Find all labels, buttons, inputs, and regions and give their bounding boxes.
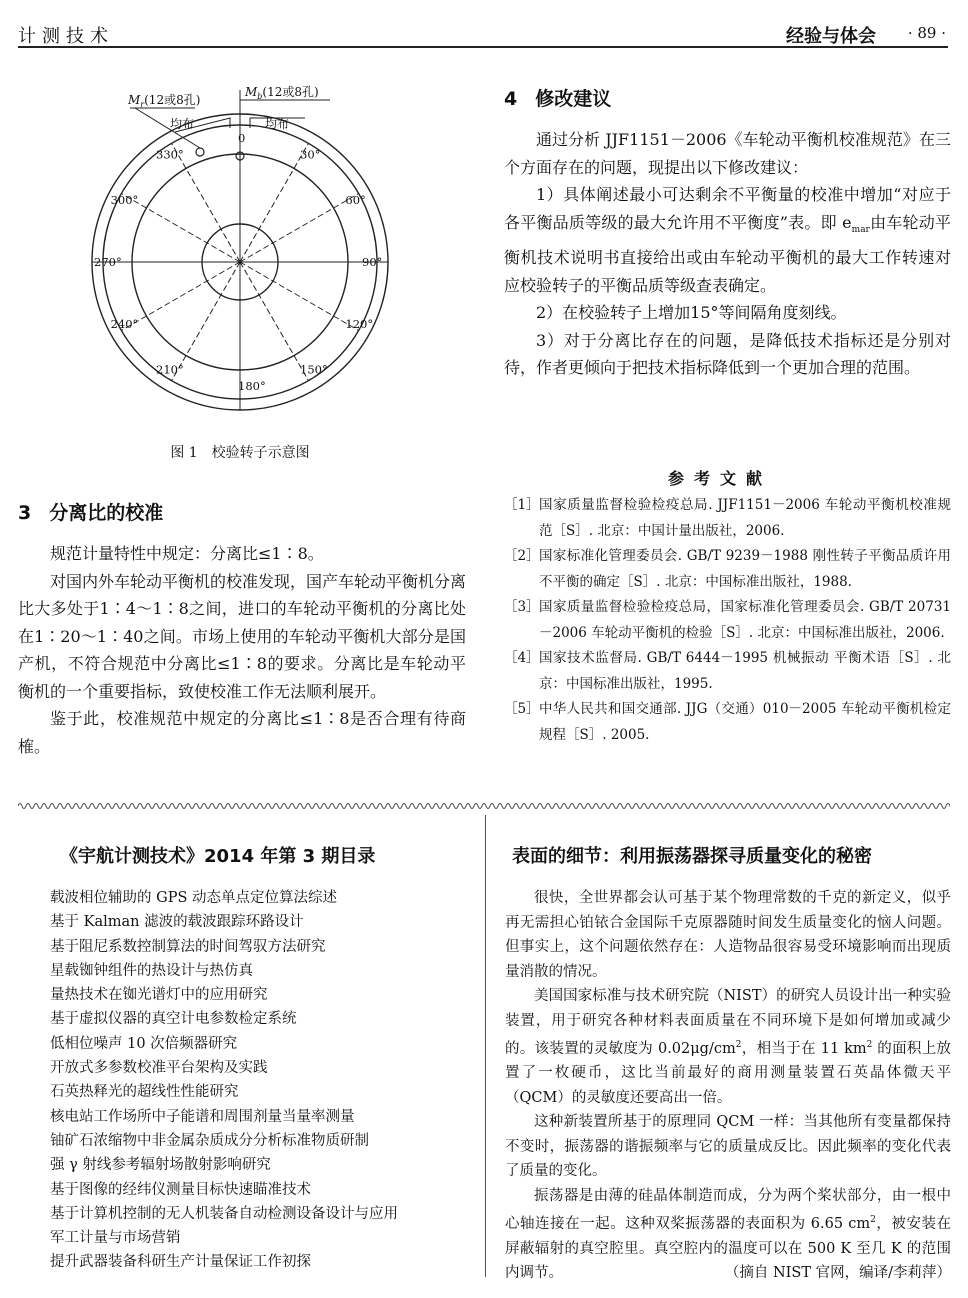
toc-item: 星载铷钟组件的热设计与热仿真: [50, 962, 253, 979]
toc-item: 强 γ 射线参考辐射场散射影响研究: [50, 1157, 271, 1174]
section4-body: [504, 126, 951, 382]
toc-item: 量热技术在铷光谱灯中的应用研究: [50, 987, 268, 1004]
page-number: · 89 ·: [907, 24, 946, 42]
article-body: [505, 886, 951, 1286]
section4-title: 修改建议: [535, 88, 612, 110]
toc-list: [50, 886, 470, 1275]
reference-number: ［4］: [504, 650, 540, 666]
reference-text: 国家技术监督局. GB/T 6444－1995 机械振动 平衡术语［S］. 北京：中国标准出版社，1995.: [539, 650, 951, 692]
section3-p2: 对国内外车轮动平衡机的校准发现，国产车轮动平衡机分离比大多处于1∶4～1∶8之间，进口的车轮动平衡机的分离比处在1∶20～1∶40之间。市场上使用的车轮动平衡机大部分是国产机，不符合规范中分离比≤1∶8的要求。分离比是车轮动平衡机的一个重要指标，致使校准工作无法顺利展开。: [18, 571, 467, 701]
section4-p1: 通过分析 JJF1151－2006《车轮动平衡机校准规范》在三个方面存在的问题，现提出以下修改建议：: [504, 130, 951, 177]
angle-label: 120°: [345, 317, 374, 331]
toc-item: 基于计算机控制的无人机装备自动检测设备设计与应用: [50, 1205, 398, 1222]
reference-item: [504, 544, 951, 595]
angle-label: 300°: [110, 193, 139, 207]
angle-label: 240°: [110, 317, 139, 331]
angle-label: 0: [238, 131, 246, 145]
section4-heading: [504, 84, 611, 111]
article-p3: 这种新装置所基于的原理同 QCM 一样：当其他所有变量都保持不变时，振荡器的谐振频率与它的质量成反比。因此频率的变化代表了质量的变化。: [505, 1114, 951, 1180]
section3-heading: [18, 498, 163, 525]
reference-item: [504, 595, 951, 646]
label-uniform-left: 均布: [170, 117, 195, 131]
references-list: [504, 493, 951, 748]
toc-item: 开放式多参数校准平台架构及实践: [50, 1060, 268, 1077]
reference-number: ［2］: [504, 548, 540, 564]
label-mr: $M_r(12$或8孔): [128, 93, 201, 109]
angle-label: 150°: [300, 362, 328, 377]
toc-item: 基于阻尼系数控制算法的时间驾驭方法研究: [50, 938, 326, 955]
toc-item: 军工计量与市场营销: [50, 1230, 181, 1247]
article-source: （摘自 NIST 官网，编译/李莉萍）: [724, 1265, 951, 1282]
toc-item: 载波相位辅助的 GPS 动态单点定位算法综述: [50, 890, 337, 906]
article-title: 表面的细节：利用振荡器探寻质量变化的秘密: [512, 846, 872, 867]
section3-body: [18, 540, 466, 760]
toc-item: 基于虚拟仪器的真空计电参数检定系统: [50, 1011, 297, 1028]
article-p2: 美国国家标准与技术研究院（NIST）的研究人员设计出一种实验装置，用于研究各种材料表面质量在不同环境下是如何增加或减少的。该装置的灵敏度为 $0.02\mu g/cm^2$，相当于在 11 $km^2$ 的面积上放置了一枚硬币，这比当前最好的商用测量装置石英晶体微天平（QCM）的灵敏度还要高出一倍。: [505, 988, 951, 1106]
label-mb: $M_b(12$或8孔): [245, 85, 319, 101]
angle-label: 60°: [345, 193, 366, 207]
section-name: 经验与体会: [786, 26, 876, 47]
page-header: [18, 12, 948, 48]
section4-p4: 3）对于分离比存在的问题，是降低技术指标还是分别对待，作者更倾向于把技术指标降低到一个更加合理的范围。: [504, 330, 951, 378]
reference-text: 中华人民共和国交通部. JJG（交通）010－2005 车轮动平衡机检定规程［S］. 2005.: [539, 701, 951, 743]
section4-number: 4: [504, 88, 518, 110]
reference-text: 国家标准化管理委员会. GB/T 9239－1988 刚性转子平衡品质许用不平衡的确定［S］. 北京：中国标准出版社，1988.: [539, 548, 951, 590]
reference-item: [504, 697, 951, 748]
column-divider: [485, 815, 486, 1277]
angle-label: 90°: [362, 255, 383, 269]
toc-item: 核电站工作场所中子能谱和周围剂量当量率测量: [50, 1108, 355, 1125]
article-p1: 很快，全世界都会认可基于某个物理常数的千克的新定义，似乎再无需担心铂铱合金国际千克原器随时间发生质量变化的恼人问题。但事实上，这个问题依然存在：人造物品很容易受环境影响而出现质量消散的情况。: [505, 890, 951, 980]
reference-number: ［3］: [504, 599, 540, 615]
reference-number: ［5］: [504, 701, 540, 717]
toc-item: 提升武器装备科研生产计量保证工作初探: [50, 1254, 311, 1271]
reference-item: [504, 493, 951, 544]
reference-text: 国家质量监督检验检疫总局. JJF1151－2006 车轮动平衡机校准规范［S］. 北京：中国计量出版社，2006.: [539, 497, 951, 539]
hole-330: [196, 148, 204, 156]
label-uniform-right: 均布: [265, 117, 290, 131]
figure-caption: 图 1 校验转子示意图: [170, 445, 310, 461]
angle-label: 180°: [238, 379, 266, 393]
toc-item: 基于 Kalman 滤波的载波跟踪环路设计: [50, 914, 304, 931]
angle-label: 270°: [94, 255, 122, 269]
section3-p1: 规范计量特性中规定：分离比≤1∶8。: [50, 544, 324, 563]
references-title: 参考文献: [668, 469, 773, 488]
section3-p3: 鉴于此，校准规范中规定的分离比≤1∶8是否合理有待商榷。: [18, 709, 466, 756]
angle-label: 330°: [156, 147, 184, 162]
section3-title: 分离比的校准: [49, 502, 164, 524]
rotor-diagram: [80, 70, 410, 430]
angle-label: 30°: [300, 147, 321, 162]
reference-text: 国家质量监督检验检疫总局，国家标准化管理委员会. GB/T 20731－2006 车轮动平衡机的检验［S］. 北京：中国标准出版社，2006.: [539, 599, 951, 641]
toc-item: 低相位噪声 10 次倍频器研究: [50, 1035, 238, 1052]
wave-divider: [18, 800, 950, 812]
journal-name: 计测技术: [18, 26, 114, 47]
section4-p3: 2）在校验转子上增加15°等间隔角度刻线。: [536, 303, 847, 323]
section3-number: 3: [18, 502, 32, 524]
angle-label: 210°: [156, 362, 184, 377]
toc-title: 《宇航计测技术》2014 年第 3 期目录: [60, 846, 376, 867]
section4-p2: 1）具体阐述最小可达剩余不平衡量的校准中增加“对应于各平衡品质等级的最大允许用不平衡度”表。即 $e_{mar}$由车轮动平衡机技术说明书直接给出或由车轮动平衡机的最大工作转速对应校验转子的平衡品质等级查表确定。: [504, 185, 951, 295]
toc-item: 石英热释光的超线性性能研究: [50, 1084, 239, 1101]
reference-number: ［1］: [504, 497, 540, 513]
article-p4: 振荡器是由薄的硅晶体制造而成，分为两个桨状部分，由一根中心轴连接在一起。这种双桨振荡器的表面积为 6.65 $cm^2$，被安装在屏蔽辐射的真空腔里。真空腔内的温度可以在 500 K 至几 K 的范围内调节。 （摘自 NIST 官网，编译/李莉萍）: [505, 1184, 951, 1286]
toc-item: 铀矿石浓缩物中非金属杂质成分分析标准物质研制: [50, 1132, 369, 1149]
toc-item: 基于图像的经纬仪测量目标快速瞄准技术: [50, 1181, 311, 1198]
reference-item: [504, 646, 951, 697]
